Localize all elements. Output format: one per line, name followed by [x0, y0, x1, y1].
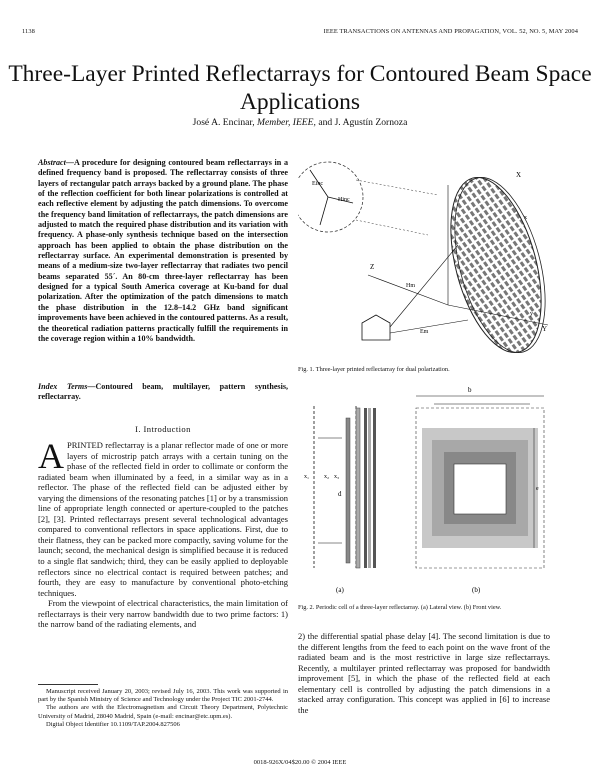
figure-2	[298, 378, 550, 596]
intro-body	[38, 436, 288, 630]
intro-paragraph-3: 2) the differential spatial phase delay [4]. The second limitation is due to the different lengths from the feed to each point on the wave front of the radiated beam and is the most restrictive in large size reflectarrays. Recently, a multilayer printed reflectarray was proposed for bandwidth improvement [5], in which the phase of the reflected field at each elementary cell is controlled by adjusting the patch dimensions in a stacked array configuration. This concept was applied in [6] to increase the	[298, 631, 550, 715]
footnote-doi: Digital Object Identifier 10.1109/TAP.2004.827506	[46, 720, 180, 728]
figure-1-caption: Fig. 1. Three-layer printed reflectarray for dual polarization.	[298, 366, 450, 373]
figure-1	[298, 155, 550, 360]
author-2: and J. Agustín Zornoza	[318, 117, 408, 128]
front-view	[416, 386, 544, 594]
footnotes	[38, 688, 288, 729]
figure-1-drawing	[298, 155, 550, 360]
svg-text:x₁: x₁	[304, 474, 310, 480]
intro-paragraph-1: APRINTED reflectarray is a planar reflector made of one or more layers of microstrip patch arrays with a certain tuning on the phase of the reflected field in order to collimate or conform the radiated beam when illuminated by a feed, in a similar way as in a reflector. The phase of the reflected field can be adjusted either by varying the dimensions of the resonating patches [1] or by a transmission line of appropriate length connected or aperture-coupled to the patches [2], [3]. Printed reflectarrays present several technological advantages compared to conventional reflectors in space applications. First, due to their flatness, they can be packed more compactly, saving volume for the launch; second, the mechanical design is simplified because it is reduced to a single flat sandwich; third, they can be easily applied to deployable reflectors since no electrical contact is required between patches; and fourth, they are easy to manufacture by conventional photo-etching techniques.	[38, 436, 288, 598]
label-b: b	[468, 386, 472, 394]
page-number: 1138	[22, 28, 35, 35]
journal-header: IEEE TRANSACTIONS ON ANTENNAS AND PROPAGATION, VOL. 52, NO. 5, MAY 2004	[323, 28, 578, 35]
figure-2-caption: Fig. 2. Periodic cell of a three-layer reflectarray. (a) Lateral view. (b) Front view.	[298, 604, 502, 611]
paper-title: Three-Layer Printed Reflectarrays for Contoured Beam Space Applications	[8, 61, 592, 115]
label-bview: (b)	[472, 586, 481, 594]
abstract-label: Abstract—	[38, 158, 74, 167]
author-1: José A. Encinar,	[192, 117, 255, 128]
intro-paragraph-2: From the viewpoint of electrical characteristics, the main limitation of reflectarrays is their very narrow bandwidth due to two prime factors: 1) the narrow band of the radiating elements, and	[38, 598, 288, 630]
index-terms-text: Contoured beam, multilayer, pattern synthesis, reflectarray.	[38, 382, 288, 402]
right-column-body	[298, 631, 550, 715]
label-e: e	[536, 486, 539, 492]
figure-2-drawing	[298, 378, 550, 596]
drop-cap: A	[38, 436, 64, 476]
footnote-manuscript: Manuscript received January 20, 2003; revised July 16, 2003. This work was supported in part by the Spanish Ministry of Science and Technology under the Project TIC 2001-2744.	[38, 688, 288, 704]
author-line	[0, 117, 600, 128]
label-y-local: y	[530, 311, 533, 317]
section-heading: I. Introduction	[135, 424, 191, 434]
reflectarray-surface	[434, 168, 550, 360]
label-hinc: Hinc	[338, 197, 350, 203]
label-hm: Hm	[406, 283, 415, 289]
lateral-view	[304, 406, 376, 594]
footnote-authors: The authors are with the Electromagnetism and Circuit Theory Department, Polytechnic University of Madrid, 28040 Madrid, Spain (e-mail: encinar@etc.upm.es).	[38, 704, 288, 720]
label-em: Em	[420, 329, 429, 335]
copyright-line: 0018-926X/04$20.00 © 2004 IEEE	[253, 759, 347, 766]
abstract	[38, 158, 288, 344]
inset-circle	[298, 162, 363, 232]
feed-horn	[362, 315, 390, 340]
index-terms	[38, 382, 288, 403]
svg-text:x₃: x₃	[334, 474, 340, 480]
index-terms-label: Index Terms—	[38, 382, 96, 391]
label-einc: Einc	[312, 181, 323, 187]
label-z-axis: Z	[370, 263, 375, 271]
running-header	[22, 28, 578, 40]
svg-text:x₂: x₂	[324, 474, 330, 480]
author-1-role: Member, IEEE,	[257, 117, 316, 128]
abstract-text: A procedure for designing contoured beam reflectarrays in a defined frequency band is proposed. The reflectarray consists of three layers of rectangular patch arrays backed by a ground plane. The phase of the reflection coefficient for both linear polarizations is controlled at each reflective element by adjusting the patch dimensions. To overcome the frequency band limitation of reflectarrays, the patch dimensions are adjusted to match the required phase distribution and its variation with frequency. A phase-only synthesis technique based on the intersection approach has been applied to obtain the phase distribution on the reflectarray surface. An experimental demonstration is presented by means of a medium-size two-layer reflectarray that radiates two pencil beams separated 55´. An 80-cm three-layer reflectarray has been designed for a typical South America coverage at Ku-band for dual polarization. After the optimization of the patch dimensions to match the phase distribution in the 12.8–14.2 GHz band significant improvements have been achieved in the contoured patterns. As a result, the theoretical radiation patterns practically fulfill the requirements in the coverage region within a 10% bandwidth.	[38, 158, 288, 343]
footnote-rule	[38, 684, 98, 685]
label-dc: d	[338, 490, 342, 498]
label-x-local: x	[524, 215, 527, 221]
label-a: (a)	[336, 586, 344, 594]
label-x-axis: X	[516, 171, 522, 179]
label-y-axis: Y	[542, 325, 548, 333]
